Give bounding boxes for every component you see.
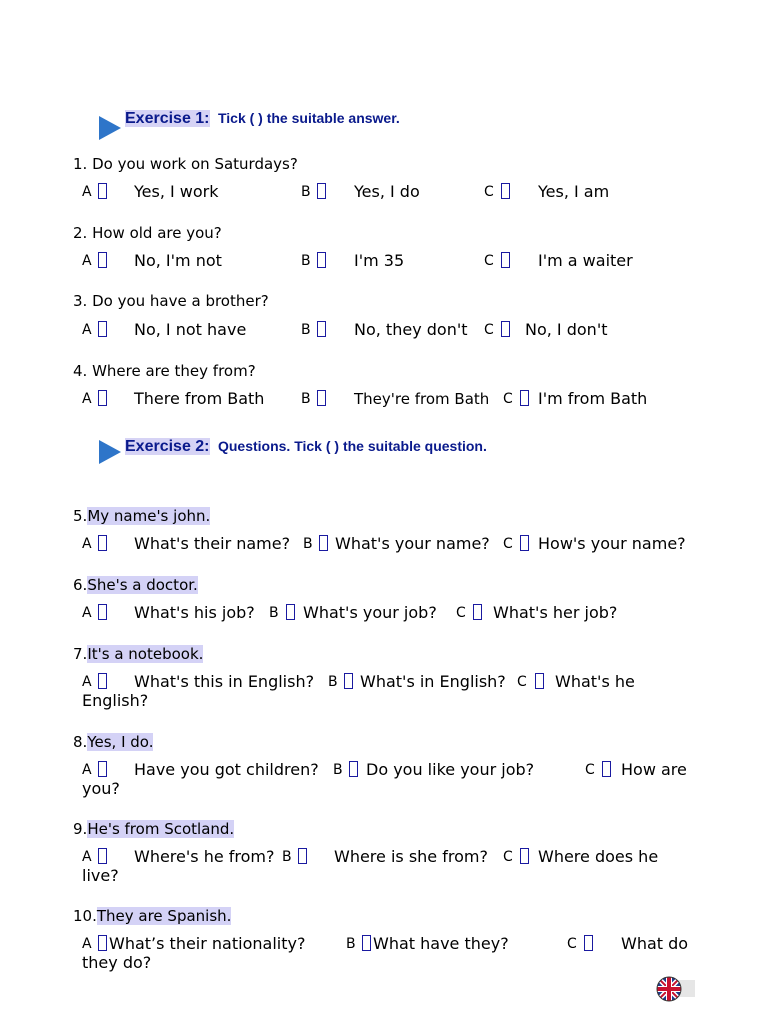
question-7: 7.It's a notebook.	[73, 645, 204, 663]
checkbox-6c[interactable]	[473, 604, 482, 620]
option-letter-b: B	[301, 184, 311, 200]
question-10: 10.They are Spanish.	[73, 907, 232, 925]
option-letter-b: B	[282, 849, 292, 865]
answer-8a: Have you got children?	[134, 760, 319, 779]
checkbox-6a[interactable]	[98, 604, 107, 620]
option-letter-c: C	[484, 322, 494, 338]
checkbox-6b[interactable]	[286, 604, 295, 620]
checkbox-3b[interactable]	[317, 321, 326, 337]
answer-5c: How's your name?	[538, 534, 686, 553]
option-letter-b: B	[301, 322, 311, 338]
answer-4b: They're from Bath	[354, 390, 490, 408]
option-letter-c: C	[517, 674, 527, 690]
option-letter-b: B	[301, 253, 311, 269]
answer-4a: There from Bath	[134, 389, 265, 408]
checkbox-4a[interactable]	[98, 390, 107, 406]
option-letter-c: C	[503, 536, 513, 552]
checkbox-5b[interactable]	[319, 535, 328, 551]
option-letter-a: A	[82, 322, 92, 338]
answer-3a: No, I not have	[134, 320, 247, 339]
option-letter-a: A	[82, 849, 92, 865]
option-letter-b: B	[333, 762, 343, 778]
exercise2-label: Exercise 2:	[125, 438, 210, 455]
option-letter-a: A	[82, 936, 92, 952]
option-letter-a: A	[82, 536, 92, 552]
checkbox-1c[interactable]	[501, 183, 510, 199]
option-letter-c: C	[585, 762, 595, 778]
answer-7a: What's this in English?	[134, 672, 315, 691]
option-letter-a: A	[82, 391, 92, 407]
option-letter-c: C	[503, 849, 513, 865]
answer-7b: What's in English?	[360, 672, 506, 691]
checkbox-1a[interactable]	[98, 183, 107, 199]
option-letter-a: A	[82, 674, 92, 690]
option-letter-c: C	[456, 605, 466, 621]
option-letter-b: B	[301, 391, 311, 407]
option-letter-b: B	[328, 674, 338, 690]
question-3: 3. Do you have a brother?	[73, 292, 269, 310]
checkbox-2a[interactable]	[98, 252, 107, 268]
option-letter-c: C	[503, 391, 513, 407]
exercise2-instruction: Questions. Tick ( ) the suitable question.	[217, 438, 487, 454]
answer-2a: No, I'm not	[134, 251, 222, 270]
answer-4c: I'm from Bath	[538, 389, 648, 408]
answer-5a: What's their name?	[134, 534, 291, 553]
answer-3b: No, they don't	[354, 320, 468, 339]
exercise1-title	[125, 110, 400, 128]
option-letter-b: B	[269, 605, 279, 621]
answer-6a: What's his job?	[134, 603, 255, 622]
question-5: 5.My name's john.	[73, 507, 211, 525]
checkbox-3a[interactable]	[98, 321, 107, 337]
exercise2-title	[125, 438, 487, 456]
answer-3c: No, I don't	[525, 320, 608, 339]
answer-1c: Yes, I am	[538, 182, 610, 201]
question-2: 2. How old are you?	[73, 224, 222, 242]
checkbox-2c[interactable]	[501, 252, 510, 268]
answer-2c: I'm a waiter	[538, 251, 633, 270]
answer-2b: I'm 35	[354, 251, 405, 270]
exercise1-instruction: Tick ( ) the suitable answer.	[217, 110, 400, 126]
checkbox-5a[interactable]	[98, 535, 107, 551]
exercise1-arrow-icon	[99, 116, 121, 140]
answer-1a: Yes, I work	[134, 182, 219, 201]
answer-8c: How are you?	[82, 760, 687, 798]
checkbox-5c[interactable]	[520, 535, 529, 551]
option-letter-c: C	[567, 936, 577, 952]
question-1: 1. Do you work on Saturdays?	[73, 155, 298, 173]
answer-6c: What's her job?	[493, 603, 618, 622]
answer-9a: Where's he from?	[134, 847, 275, 866]
question-4: 4. Where are they from?	[73, 362, 256, 380]
option-letter-a: A	[82, 605, 92, 621]
answer-7c: What's he English?	[82, 672, 635, 710]
question-9: 9.He's from Scotland.	[73, 820, 235, 838]
exercise1-label: Exercise 1:	[125, 110, 210, 127]
option-letter-a: A	[82, 184, 92, 200]
checkbox-3c[interactable]	[501, 321, 510, 337]
option-letter-a: A	[82, 253, 92, 269]
uk-flag-icon	[656, 976, 696, 1000]
question-6: 6.She's a doctor.	[73, 576, 198, 594]
answer-5b: What's your name?	[335, 534, 490, 553]
answer-10a: What’s their nationality?	[109, 934, 306, 953]
question-8: 8.Yes, I do.	[73, 733, 154, 751]
checkbox-4b[interactable]	[317, 390, 326, 406]
answer-1b: Yes, I do	[354, 182, 420, 201]
answer-8b: Do you like your job?	[366, 760, 535, 779]
option-letter-a: A	[82, 762, 92, 778]
checkbox-1b[interactable]	[317, 183, 326, 199]
option-letter-c: C	[484, 184, 494, 200]
answer-9b: Where is she from?	[334, 847, 488, 866]
exercise2-arrow-icon	[99, 440, 121, 464]
option-letter-b: B	[303, 536, 313, 552]
answer-9c: Where does he live?	[82, 847, 659, 885]
answer-10b: What have they?	[373, 934, 509, 953]
checkbox-4c[interactable]	[520, 390, 529, 406]
answer-6b: What's your job?	[303, 603, 437, 622]
option-letter-c: C	[484, 253, 494, 269]
answer-10c: What do they do?	[82, 934, 689, 972]
checkbox-2b[interactable]	[317, 252, 326, 268]
option-letter-b: B	[346, 936, 356, 952]
